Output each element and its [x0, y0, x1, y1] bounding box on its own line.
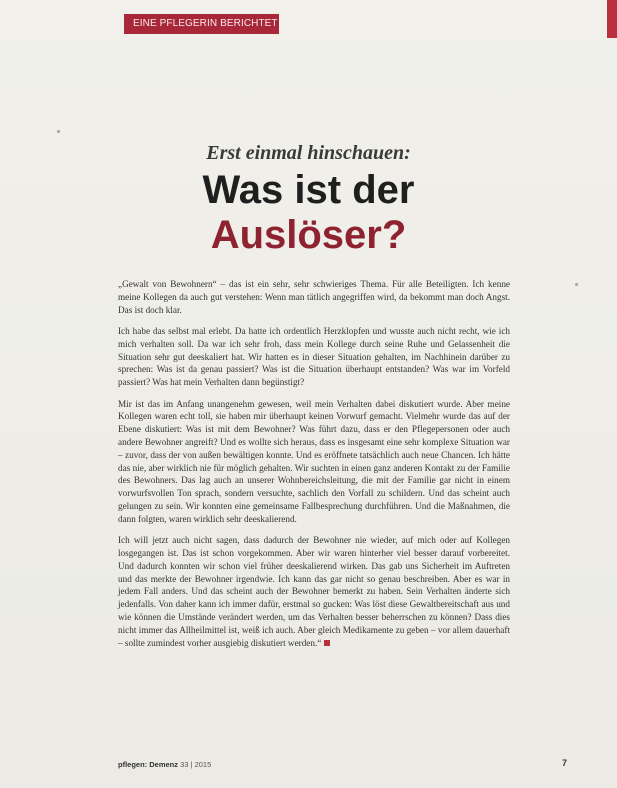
article-title-line1: Was ist der [202, 168, 415, 212]
page-number: 7 [561, 758, 567, 768]
paragraph-3: Mir ist das im Anfang unangenehm gewesen, weil mein Verhalten dabei diskutiert wurde. Aber meine Kollegen waren echt toll, sie haben mir überhaupt keinen Vorwurf gemacht. Vielmehr wurde das auf der Ebene diskutiert: Was ist mit dem Bewohner? Was führt dazu, dass er den Pflegepersonen oder auch andere Bewohner angreift? Und es wollte sich heraus, dass es insgesamt eine sehr komplexe Situation war – zuvor, dass der von außen bewältigen konnte. Und es eröffnete tatsächlich auch neue Chancen. Ich hätte das nie, aber wirklich nie für möglich gehalten. Wir suchten in einen ganz anderen Kontakt zu der Familie des Bewohners. Das lag auch an unserer Wohnbereichsleitung, die mit der Familie gar nicht in einem vorwurfsvollen Ton sprach, sondern versuchte, sachlich den Vorfall zu schildern. Und das scheint auch gelungen zu sein. Wir konnten eine gemeinsame Fallbesprechung durchführen. Und die Maßnahmen, die dann folgten, waren wirklich sehr deeskalierend. [118, 398, 510, 524]
paragraph-4 [118, 534, 510, 649]
end-of-article-square-icon [324, 640, 330, 646]
footer-publication [118, 760, 211, 769]
paragraph-2: Ich habe das selbst mal erlebt. Da hatte ich ordentlich Herzklopfen und wusste auch nicht recht, wie ich mich verhalten soll. Da war ich sehr froh, dass mein Kollege durch seine Ruhe und Gelassenheit die Situation sehr gut deeskaliert hat. Wir hatten es in dieser Situation gehalten, im Nachhinein darüber zu sprechen: Was ist da genau passiert? Was ist die Situation überhaupt entstanden? Was war im Vorfeld passiert? Was hat mein Verhalten dann begünstigt? [118, 325, 510, 388]
article-body [118, 278, 510, 658]
issue-number: 33 | 2015 [180, 760, 212, 769]
paragraph-1: „Gewalt von Bewohnern“ – das ist ein sehr, sehr schwieriges Thema. Für alle Beteiligten. Ich kenne meine Kollegen da auch gut verstehen: Wenn man tätlich angegriffen wird, da bekommt man doch Angst. Das ist doch klar. [118, 279, 510, 315]
scan-speck [575, 283, 578, 286]
article-title-line2: Auslöser? [210, 213, 407, 257]
section-tag: EINE PFLEGERIN BERICHTET [124, 14, 279, 34]
publication-name: pflegen: Demenz [118, 760, 179, 769]
scan-speck [57, 130, 60, 133]
paragraph-4-text: Ich will jetzt auch nicht sagen, dass dadurch der Bewohner nie wieder, auf mich oder auf Kollegen losgegangen ist. Das ist schon vorgekommen. Aber wir waren hinterher viel besser darauf vorbereitet. Und dadurch konnten wir schon viel früher deeskalierend wirken. Das gab uns Sicherheit im Auftreten und das merkte der Bewohner irgendwie. Ich kann das gar nicht so genau beschreiben. Aber es war in jedem Fall anders. Und das scheint auch der Bewohner bemerkt zu haben. Sein Verhalten änderte sich jedenfalls. Von daher kann ich immer dafür, erstmal so gucken: Was löst diese Gewaltbereitschaft aus und wie können die Umstände verändert werden, um das Verhalten besser beherrschen zu können? Dass dies nicht immer das Allheilmittel ist, weiß ich auch. Aber gleich Medikamente zu geben – vor allem dauerhaft – sollte zumindest vorher ausgiebig diskutiert werden.“ [118, 535, 510, 648]
page-edge-marker [607, 0, 617, 38]
article-kicker: Erst einmal hinschauen: [206, 142, 411, 164]
